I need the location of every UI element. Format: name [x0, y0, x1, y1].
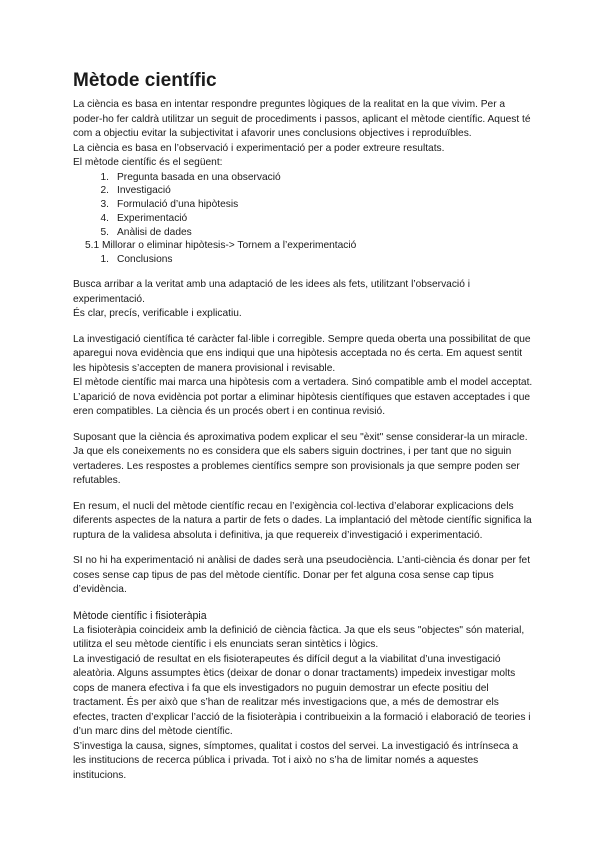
sub-step: 5.1 Millorar o eliminar hipòtesis-> Tornem a l’experimentació: [85, 240, 357, 252]
list-item: [73, 171, 533, 185]
list-number: 4.: [100, 212, 109, 224]
paragraph: Suposant que la ciència és aproximativa podem explicar el seu "èxit" sense considerar-la un miracle. Ja que els coneixements no es considera que els sabers siguin doctrines, i per tant que no siguin vertaderes. Les respostes a problemes científics sempre son provisionals ja que sempre poden ser refutables.: [73, 431, 528, 487]
intro-paragraph: El mètode científic és el següent:: [73, 157, 223, 168]
paragraph: SI no hi ha experimentació ni anàlisi de dades serà una pseudociència. L’anti-ciència és donar per fet coses sense cap tipus de pas del mètode científic. Donar per fet alguna cosa sense cap tipus d’evidència.: [73, 555, 531, 596]
list-item: [73, 212, 533, 226]
paragraph: La fisioteràpia coincideix amb la definició de ciència fàctica. Ja que els seus "objectes" són material, utilitza el seu mètode científic i els enunciats seran sintètics i lògics.: [73, 624, 525, 651]
list-item: [73, 253, 533, 267]
list-item-label: Experimentació: [117, 212, 188, 224]
intro-paragraph: La ciència es basa en intentar respondre preguntes lògiques de la realitat en la que vivim. Per a poder-ho fer caldrà utilitzar un seguit de procediments i passos, aplicant el mètode científic. Aquest té com a objectiu evitar la subjectivitat i afavorir unes conclusions objectives i reproduïbles.: [73, 99, 531, 139]
list-number: 3.: [100, 199, 109, 211]
list-item: [73, 226, 533, 240]
paragraph: La investigació de resultat en els fisioterapeutes és difícil degut a la viabilitat d’una investigació aleatòria. Alguns assumptes ètics (deixar de donar o donar tractaments) impedeix investigar molts cops de manera efectiva i fa que els investigadors no puguin demostrar un efecte positiu del tractament. És per això que s’han de realitzar més investigacions que, a més de demostrar els efectes, tracten d’explicar l’acció de la fisioteràpia i contribueixin a la formació i elaboració de teories i d’un marc dins del mètode científic.: [73, 653, 531, 738]
method-steps-list: [73, 171, 533, 240]
paragraph: S’investiga la causa, signes, símptomes, qualitat i costos del servei. La investigació és intrínseca a les institucions de recerca pública i privada. Tot i això no s’ha de limitar només a aquestes institucions.: [73, 740, 519, 781]
list-number: 1.: [100, 254, 109, 266]
intro-paragraph: La ciència es basa en l’observació i experimentació per a poder extreure resultats.: [73, 142, 445, 154]
list-item-label: Investigació: [117, 185, 171, 197]
paragraph: El mètode científic mai marca una hipòtesis com a vertadera. Sinó compatible amb el model acceptat. L’aparició de nova evidència pot portar a eliminar hipòtesis científiques que estaven acceptades i que eren compatibles. La ciència és un procés obert i en continua revisió.: [73, 377, 533, 418]
list-number: 1.: [100, 171, 109, 183]
paragraph: La investigació científica té caràcter fal·lible i corregible. Sempre queda oberta una possibilitat de que aparegui nova evidència que ens indiqui que una hipòtesis acceptada no és certa. Em aquest sentit les hipòtesis s’accepten de manera provisional i revisable.: [73, 333, 531, 374]
list-item-label: Pregunta basada en una observació: [117, 171, 281, 183]
list-item: [73, 198, 533, 212]
page-title: Mètode científic: [73, 70, 217, 91]
section-heading: Mètode científic i fisioteràpia: [73, 609, 207, 622]
list-item-label: Anàlisi de dades: [117, 226, 192, 238]
conclusion-step-list: [73, 253, 533, 267]
document-page: [73, 70, 533, 783]
paragraph: En resum, el nucli del mètode científic recau en l’exigència col·lectiva d’elaborar explicacions dels diferents aspectes de la natura a partir de fets o dades. La implantació del mètode científic significa la ruptura de la validesa absoluta i definitiva, ja que requereix d’investigació i experimentació.: [73, 500, 532, 541]
paragraph: Busca arribar a la veritat amb una adaptació de les idees als fets, utilitzant l’observació i experimentació.: [73, 279, 470, 305]
list-number: 2.: [100, 185, 109, 197]
list-item-label: Conclusions: [117, 254, 173, 266]
list-number: 5.: [100, 226, 109, 238]
list-item-label: Formulació d’una hipòtesis: [117, 199, 239, 211]
list-item: [73, 184, 533, 198]
paragraph: És clar, precís, verificable i explicatiu.: [73, 308, 242, 320]
